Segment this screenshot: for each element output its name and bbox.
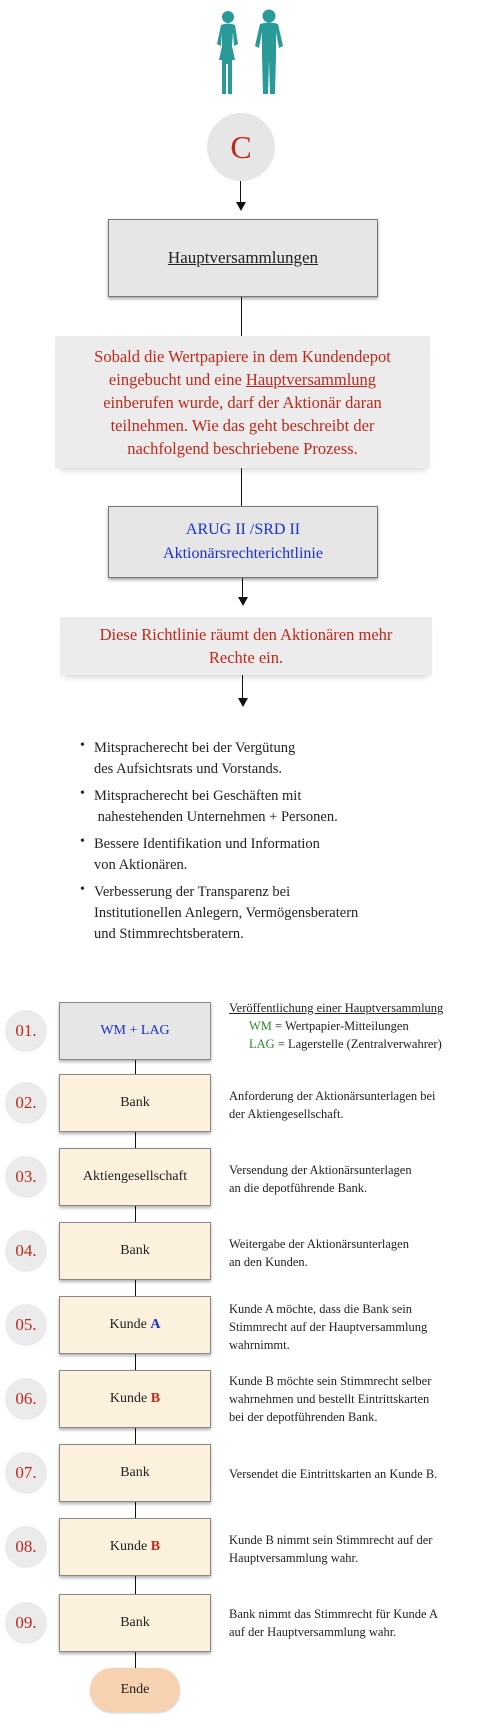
step-box-bank: Bank (59, 1222, 211, 1280)
step-desc-line: Bank nimmt das Stimmrecht für Kunde A (229, 1607, 439, 1621)
step-description (229, 1087, 494, 1123)
list-item-line: nahestehenden Unternehmen + Personen. (94, 809, 338, 825)
step-box-customer-letter: A (150, 1317, 161, 1332)
intro-text-part2: einberufen wurde, darf der Aktionär daran teilnehmen. Wie das geht beschreibt der nachfolgend beschriebene Prozess. (103, 392, 382, 458)
page-title: Hauptversammlungen (167, 248, 319, 267)
step-box-label: Kunde (109, 1317, 151, 1332)
step-box-bank: Bank (59, 1074, 211, 1132)
step-desc-line: der Aktiengesellschaft. (229, 1107, 344, 1121)
connector-line (241, 297, 242, 337)
step-description (229, 1300, 494, 1354)
list-item-line: • Verbesserung der Transparenz bei (94, 884, 291, 900)
step-number: 02. (5, 1082, 47, 1124)
step-desc-line: Kunde A möchte, dass die Bank sein (229, 1302, 412, 1316)
list-item-line: des Aufsichtsrats und Vorstands. (94, 761, 282, 777)
end-label: Ende (120, 1682, 150, 1697)
end-pill (90, 1668, 180, 1712)
start-circle (207, 113, 275, 181)
list-item-line: • Bessere Identifikation und Information (94, 836, 320, 852)
step-box-aktiengesellschaft: Aktiengesellschaft (59, 1148, 211, 1206)
step-description (229, 999, 494, 1053)
step-desc-line: an den Kunden. (229, 1255, 308, 1269)
step-box-bank: Bank (59, 1594, 211, 1652)
arrow-down-icon (236, 202, 246, 211)
connector-line (242, 578, 243, 598)
step-desc-title: Veröffentlichung einer Hauptversammlung (229, 1001, 444, 1015)
arrow-down-icon (238, 597, 248, 606)
wm-text: = Wertpapier-Mitteilungen (271, 1019, 409, 1033)
intro-text-part1: Sobald die Wertpapiere in dem Kundendepot eingebucht und eine (94, 346, 391, 389)
directive-line1: ARUG II /SRD II (185, 521, 301, 538)
directive-note-text: Diese Richtlinie räumt den Aktionären mehr Rechte ein. (99, 625, 393, 667)
step-number: 07. (5, 1452, 47, 1494)
lag-text: = Lagerstelle (Zentralverwahrer) (274, 1037, 442, 1051)
intro-note (55, 336, 430, 468)
step-description (229, 1161, 494, 1197)
step-number: 09. (5, 1602, 47, 1644)
list-item-line: von Aktionären. (94, 857, 188, 873)
directive-line2: Aktionärsrechterichtlinie (163, 545, 323, 562)
step-description (229, 1605, 494, 1641)
arrow-down-icon (238, 698, 248, 707)
step-box-kunde-b (59, 1370, 211, 1428)
step-number: 01. (5, 1010, 47, 1052)
step-box-customer-letter: B (150, 1391, 161, 1406)
step-desc-line: wahrnehmen und bestellt Eintrittskarten (229, 1392, 430, 1406)
directive-note (60, 617, 432, 675)
lag-abbr: LAG (249, 1037, 275, 1051)
connector-line (242, 675, 243, 699)
step-desc-line: an die depotführende Bank. (229, 1181, 368, 1195)
list-item (80, 738, 480, 780)
step-number: 05. (5, 1304, 47, 1346)
step-box-wm-lag: WM + LAG (59, 1002, 211, 1060)
step-desc-line: Anforderung der Aktionärsunterlagen bei (229, 1089, 436, 1103)
step-desc-line: Versendung der Aktionärsunterlagen (229, 1163, 412, 1177)
list-item (80, 786, 480, 828)
step-description (229, 1372, 494, 1426)
step-box-kunde-a (59, 1296, 211, 1354)
step-desc-line: Versendet die Eintrittskarten an Kunde B. (229, 1467, 438, 1481)
step-box-kunde-b (59, 1518, 211, 1576)
list-item-line: • Mitspracherecht bei der Vergütung (94, 740, 296, 756)
connector-line (240, 181, 241, 203)
list-item (80, 882, 480, 945)
step-desc-line: auf der Hauptversammlung wahr. (229, 1625, 397, 1639)
rights-list (80, 738, 480, 951)
connector-line (241, 468, 242, 506)
step-box-customer-letter: B (150, 1539, 161, 1554)
step-desc-line: Kunde B nimmt sein Stimmrecht auf der (229, 1533, 433, 1547)
step-desc-line: Stimmrecht auf der Hauptversammlung (229, 1320, 428, 1334)
step-number: 06. (5, 1378, 47, 1420)
people-icon (200, 8, 300, 98)
step-description (229, 1465, 494, 1483)
wm-abbr: WM (249, 1019, 272, 1033)
step-box-label: Kunde (109, 1539, 151, 1554)
step-desc-line: Weitergabe der Aktionärsunterlagen (229, 1237, 409, 1251)
step-description (229, 1531, 494, 1567)
step-number: 08. (5, 1526, 47, 1568)
list-item-line: • Mitspracherecht bei Geschäften mit (94, 788, 302, 804)
list-item-line: und Stimmrechtsberatern. (94, 926, 244, 942)
step-box-bank: Bank (59, 1444, 211, 1502)
list-item-line: Institutionellen Anlegern, Vermögensberatern (94, 905, 359, 921)
intro-text-link: Hauptversammlung (245, 369, 377, 389)
start-label: C (230, 128, 252, 165)
step-desc-line: bei der depotführenden Bank. (229, 1410, 378, 1424)
directive-box (108, 506, 378, 578)
step-number: 04. (5, 1230, 47, 1272)
title-box (108, 219, 378, 297)
step-box-label: Kunde (109, 1391, 151, 1406)
step-desc-line: wahrnimmt. (229, 1338, 290, 1352)
list-item (80, 834, 480, 876)
step-desc-line: Hauptversammlung wahr. (229, 1551, 359, 1565)
step-number: 03. (5, 1156, 47, 1198)
step-desc-line: Kunde B möchte sein Stimmrecht selber (229, 1374, 432, 1388)
step-description (229, 1235, 494, 1271)
